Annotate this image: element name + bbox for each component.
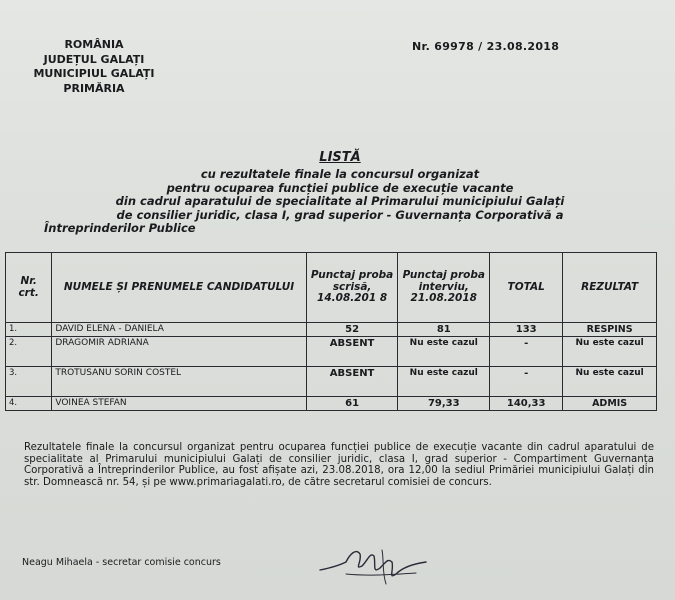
candidate-name: VOINEA STEFAN [52, 397, 306, 411]
total-score: - [490, 367, 563, 397]
result-value: RESPINS [563, 323, 657, 337]
title-line: din cadrul aparatului de specialitate al Primarului municipiului Galați [115, 194, 565, 209]
written-score: 52 [306, 323, 398, 337]
interview-score: 79,33 [398, 397, 490, 411]
title-line: pentru ocuparea funcției publice de execuție vacante [166, 180, 514, 195]
total-score: 140,33 [490, 397, 563, 411]
institution-line: MUNICIPIUL GALAȚI [33, 67, 155, 80]
handwritten-signature [316, 540, 436, 592]
row-nr: 1. [6, 323, 52, 337]
table-header-row [6, 253, 657, 323]
written-score: 61 [306, 397, 398, 411]
announcement-paragraph: Rezultatele finale la concursul organizat pentru ocuparea funcției publice de execuție vacante din cadrul aparatului de specialitate al Primarului municipiului Galați de consilier juridic, clasa I, grad superior - Compartiment Guvernanța Corporativă a Întreprinderilor Publice, au fost afișate azi, 23.08.2018, ora 12,00 la sediul Primăriei municipiului Galați din str. Domnească nr. 54, și pe www.primariagalati.ro, de către secretarul comisiei de concurs. [24, 442, 654, 488]
interview-score: Nu este cazul [398, 367, 490, 397]
candidate-name: DAVID ELENA - DANIELA [52, 323, 306, 337]
signatory-line: Neagu Mihaela - secretar comisie concurs [22, 557, 221, 568]
result-value: Nu este cazul [563, 367, 657, 397]
row-nr: 3. [6, 367, 52, 397]
header-written-score: Punctaj proba scrisă, 14.08.201 8 [306, 253, 398, 323]
total-score: - [490, 337, 563, 367]
institution-header [14, 38, 174, 96]
candidate-name: DRAGOMIR ADRIANA [52, 337, 306, 367]
header-nr: Nr. crt. [6, 253, 52, 323]
signature-graphic [316, 540, 436, 588]
written-score: ABSENT [306, 367, 398, 397]
title-main: LISTĂ [319, 150, 361, 165]
document-title [40, 150, 640, 236]
header-result: REZULTAT [563, 253, 657, 323]
header-interview-score: Punctaj proba interviu, 21.08.2018 [398, 253, 490, 323]
written-score: ABSENT [306, 337, 398, 367]
table-row [6, 397, 657, 411]
title-line: Întreprinderilor Publice [44, 221, 196, 236]
header-total: TOTAL [490, 253, 563, 323]
institution-line: JUDEȚUL GALAȚI [43, 52, 145, 66]
row-nr: 2. [6, 337, 52, 367]
result-value: ADMIS [563, 397, 657, 411]
table-row [6, 367, 657, 397]
table-row [6, 337, 657, 367]
institution-line: PRIMĂRIA [63, 81, 125, 95]
total-score: 133 [490, 323, 563, 337]
interview-score: 81 [398, 323, 490, 337]
registry-number: Nr. 69978 / 23.08.2018 [412, 40, 560, 53]
institution-line: ROMÂNIA [64, 38, 124, 51]
table-row [6, 323, 657, 337]
interview-score: Nu este cazul [398, 337, 490, 367]
title-line: cu rezultatele finale la concursul organizat [200, 167, 480, 181]
results-table [5, 252, 657, 411]
row-nr: 4. [6, 397, 52, 411]
result-value: Nu este cazul [563, 337, 657, 367]
title-line: de consilier juridic, clasa I, grad superior - Guvernanța Corporativă a [116, 207, 564, 222]
candidate-name: TROTUSANU SORIN COSTEL [52, 367, 306, 397]
header-name: NUMELE ȘI PRENUMELE CANDIDATULUI [52, 253, 306, 323]
